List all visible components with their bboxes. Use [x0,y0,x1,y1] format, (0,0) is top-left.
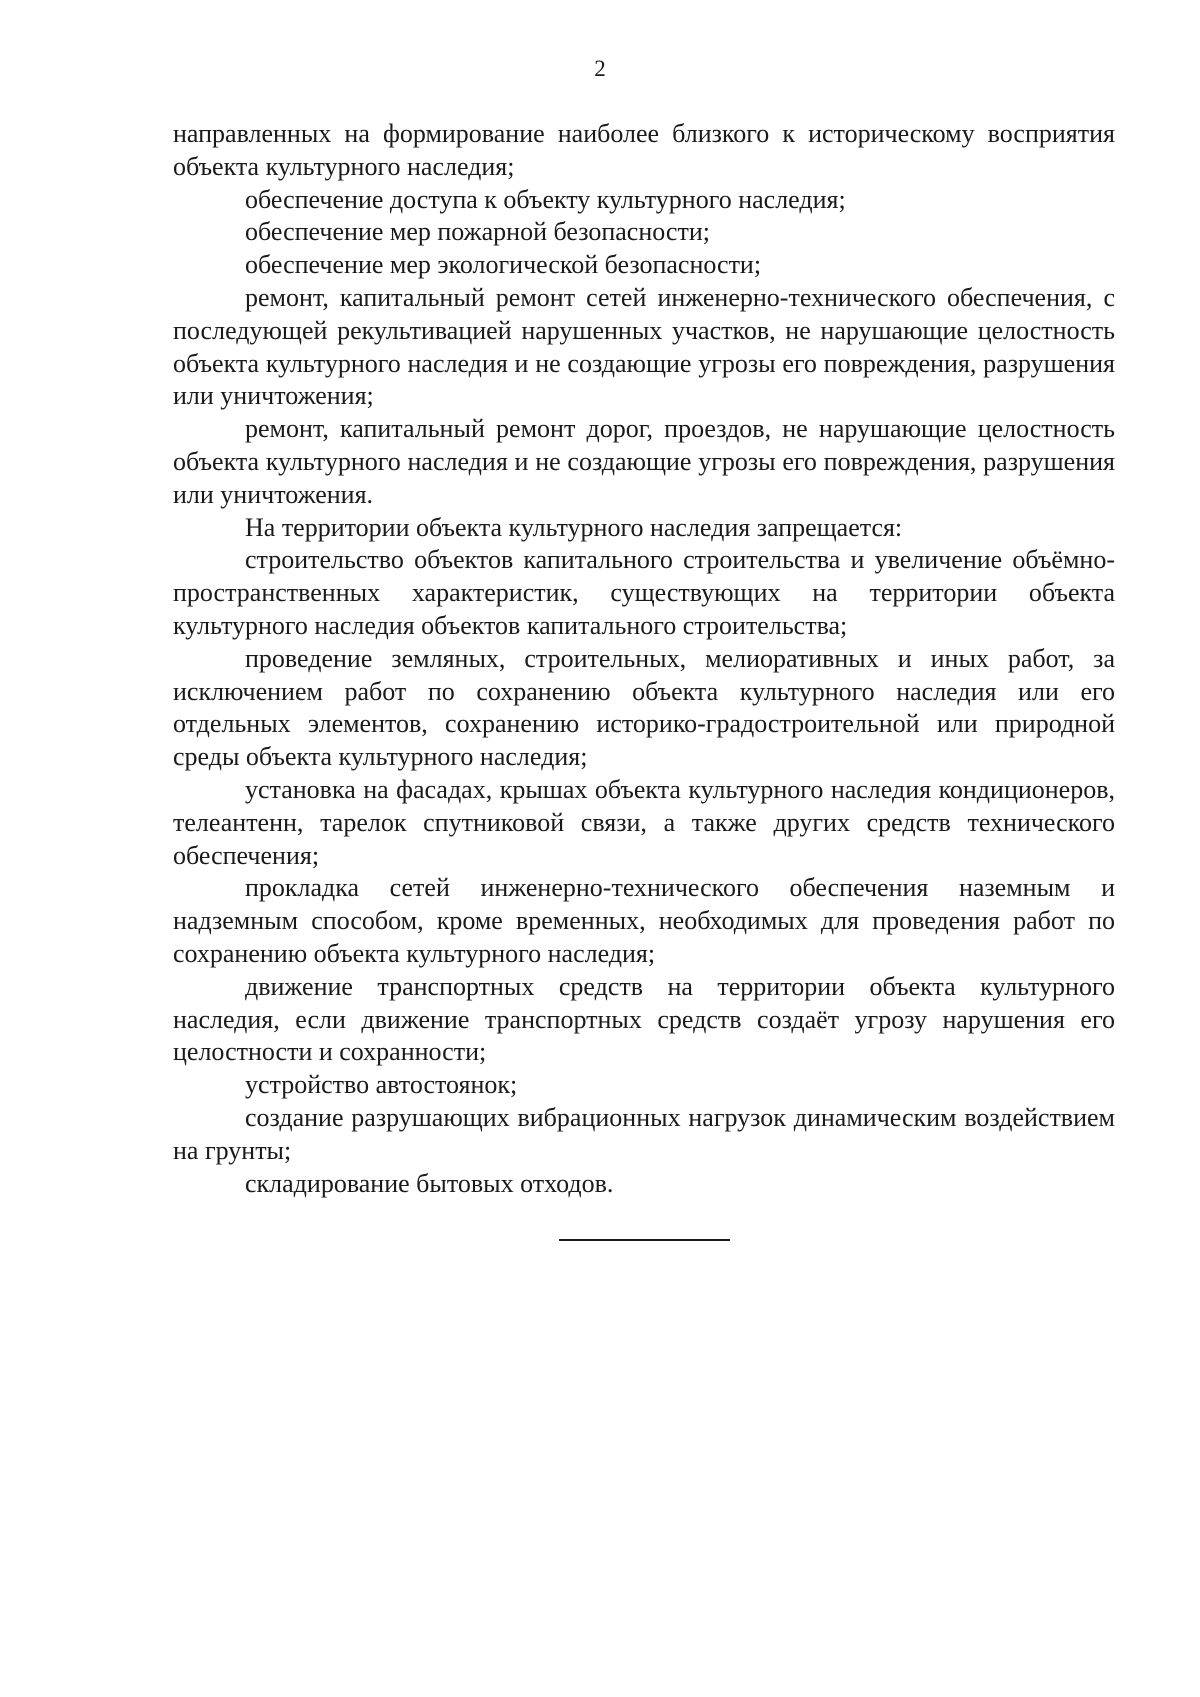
paragraph-vibration-loads: создание разрушающих вибрационных нагрузок динамическим воздействием на грунты; [173,1102,1115,1165]
paragraph-continuation: направленных на формирование наиболее близкого к историческому восприятия объекта культурного наследия; [173,119,1115,181]
end-of-document-rule [559,1239,730,1241]
paragraph-parking: устройство автостоянок; [245,1070,518,1100]
paragraph-engineering-networks-repair: ремонт, капитальный ремонт сетей инженерно-технического обеспечения, с последующей рекультивацией нарушенных участков, не нарушающие целостность объекта культурного наследия и не создающие угрозы его повреждения, разрушения или уничтожения; [173,282,1115,411]
paragraph-fire-safety: обеспечение мер пожарной безопасности; [245,217,710,247]
paragraph-prohibitions-heading: На территории объекта культурного наследия запрещается: [245,512,903,542]
paragraph-access: обеспечение доступа к объекту культурного наследия; [245,184,846,214]
paragraph-waste-storage: складирование бытовых отходов. [245,1168,614,1198]
paragraph-construction: строительство объектов капитального строительства и увеличение объёмно-пространственных характеристик, существующих на территории объекта культурного наследия объектов капитального строительства; [173,545,1115,640]
paragraph-earthworks: проведение земляных, строительных, мелиоративных и иных работ, за исключением работ по сохранению объекта культурного наследия или его отдельных элементов, сохранению историко-градостроительной или природной среды объекта культурного наследия; [173,643,1115,772]
document-body [173,118,1115,1200]
paragraph-ecological-safety: обеспечение мер экологической безопасности; [245,250,762,280]
paragraph-facade-equipment: установка на фасадах, крышах объекта культурного наследия кондиционеров, телеантенн, тарелок спутниковой связи, а также других средств технического обеспечения; [173,774,1115,870]
paragraph-network-laying: прокладка сетей инженерно-технического обеспечения наземным и надземным способом, кроме временных, необходимых для проведения работ по сохранению объекта культурного наследия; [173,873,1115,968]
paragraph-roads-repair: ремонт, капитальный ремонт дорог, проездов, не нарушающие целостность объекта культурного наследия и не создающие угрозы его повреждения, разрушения или уничтожения. [173,414,1115,509]
page-number: 2 [594,56,606,81]
paragraph-vehicle-traffic: движение транспортных средств на территории объекта культурного наследия, если движение транспортных средств создаёт угрозу нарушения его целостности и сохранности; [173,971,1115,1067]
